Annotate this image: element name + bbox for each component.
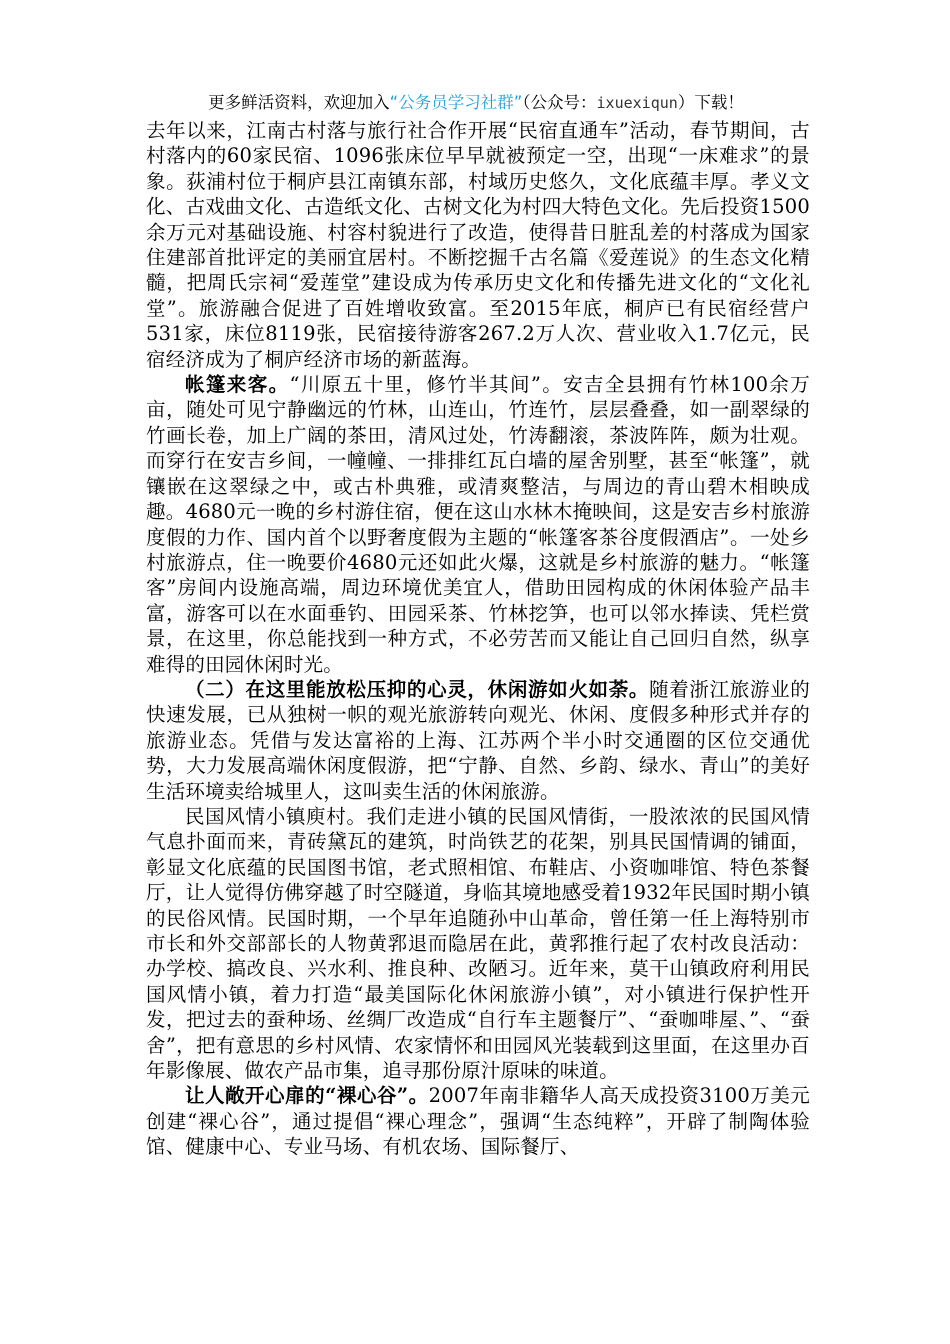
paragraph-text: “川原五十里，修竹半其间”。安吉全县拥有竹林100余万亩，随处可见宁静幽远的竹林，山连山，竹连竹，层层叠叠，如一副翠绿的竹画长卷，加上广阔的茶田，清风过处，竹涛翻滚，茶波阵阵，颇为壮观。而穿行在安吉乡间，一幢幢、一排排红瓦白墙的屋舍别墅，甚至“帐篷”，就镶嵌在这翠绿之中，或古朴典雅，或清爽整洁，与周边的青山碧木相映成趣。4680元一晚的乡村游住宿，便在这山水林木掩映间，这是安吉乡村旅游度假的力作、国内首个以野奢度假为主题的“帐篷客茶谷度假酒店”。一处乡村旅游点，住一晚要价4680元还如此火爆，这就是乡村旅游的魅力。“帐篷客”房间内设施高端，周边环境优美宜人，借助田园构成的休闲体验产品丰富，游客可以在水面垂钓、田园采茶、竹林挖笋，也可以邻水捧读、凭栏赏景，在这里，你总能找到一种方式，不必劳苦而又能让自己回归自然，纵享难得的田园休闲时光。	[146, 373, 810, 676]
header-prefix: 更多鲜活资料，欢迎加入	[208, 93, 390, 112]
document-body	[146, 118, 810, 1160]
paragraph-text: 民国风情小镇庾村。我们走进小镇的民国风情街，一股浓浓的民国风情气息扑面而来，青砖黛瓦的建筑，时尚铁艺的花架，别具民国情调的铺面，彰显文化底蕴的民国图书馆，老式照相馆、布鞋店、小资咖啡馆、特色茶餐厅，让人觉得仿佛穿越了时空隧道，身临其境地感受着1932年民国时期小镇的民俗风情。民国时期，一个早年追随孙中山革命，曾任第一任上海特别市市长和外交部部长的人物黄郛退而隐居在此，黄郛推行起了农村改良活动：办学校、搞改良、兴水利、推良种、改陋习。近年来，莫干山镇政府利用民国风情小镇，着力打造“最美国际化休闲旅游小镇”，对小镇进行保护性开发，把过去的蚕种场、丝绸厂改造成“自行车主题餐厅”、“蚕咖啡屋、”、“蚕舍”，把有意思的乡村风情、农家情怀和田园风光装载到这里面，在这里办百年影像展、做农产品市集，追寻那份原汁原味的味道。	[146, 804, 810, 1083]
paragraph-republic-town	[146, 804, 810, 1083]
header-account-label: （公众号：	[522, 93, 597, 112]
paragraph-text: 去年以来，江南古村落与旅行社合作开展“民宿直通车”活动，春节期间，古村落内的60家民宿、1096张床位早早就被预定一空，出现“一床难求”的景象。荻浦村位于桐庐县江南镇东部，村域历史悠久，文化底蕴丰厚。孝义文化、古戏曲文化、古造纸文化、古树文化为村四大特色文化。先后投资1500余万元对基础设施、村容村貌进行了改造，使得昔日脏乱差的村落成为国家住建部首批评定的美丽宜居村。不断挖掘千古名篇《爱莲说》的生态文化精髓，把周氏宗祠“爱莲堂”建设成为传承历史文化和传播先进文化的“文化礼堂”。旅游融合促进了百姓增收致富。至2015年底，桐庐已有民宿经营户531家，床位8119张，民宿接待游客267.2万人次、营业收入1.7亿元，民宿经济成为了桐庐经济市场的新蓝海。	[146, 119, 810, 371]
paragraph-tent-guest	[146, 372, 810, 677]
header-group-name: “公务员学习社群”	[389, 93, 523, 112]
paragraph-text: 2007年南非籍华人高天成投资3100万美元创建“裸心谷”，通过提倡“裸心理念”，强调“生态纯粹”，开辟了制陶体验馆、健康中心、专业马场、有机农场、国际餐厅、	[146, 1084, 810, 1159]
paragraph-naked-valley	[146, 1083, 810, 1159]
header-account-id: ixuexiqun	[596, 94, 678, 112]
paragraph-section-two	[146, 677, 810, 804]
section-heading: （二）在这里能放松压抑的心灵，休闲游如火如荼。	[185, 677, 650, 701]
paragraph-homestay-through-train	[146, 118, 810, 372]
paragraph-lead-heading: 让人敞开心扉的“裸心谷”。	[185, 1084, 429, 1108]
page-header	[142, 88, 810, 118]
header-suffix: ）下载！	[677, 93, 744, 112]
paragraph-lead-heading: 帐篷来客。	[185, 373, 290, 397]
paragraph-text: 随着浙江旅游业的快速发展，已从独树一帜的观光旅游转向观光、休闲、度假多种形式并存的旅游业态。凭借与发达富裕的上海、江苏两个半小时交通圈的区位交通优势，大力发展高端休闲度假游，把“宁静、自然、乡韵、绿水、青山”的美好生活环境卖给城里人，这叫卖生活的休闲旅游。	[146, 677, 810, 803]
document-page	[146, 0, 810, 1160]
